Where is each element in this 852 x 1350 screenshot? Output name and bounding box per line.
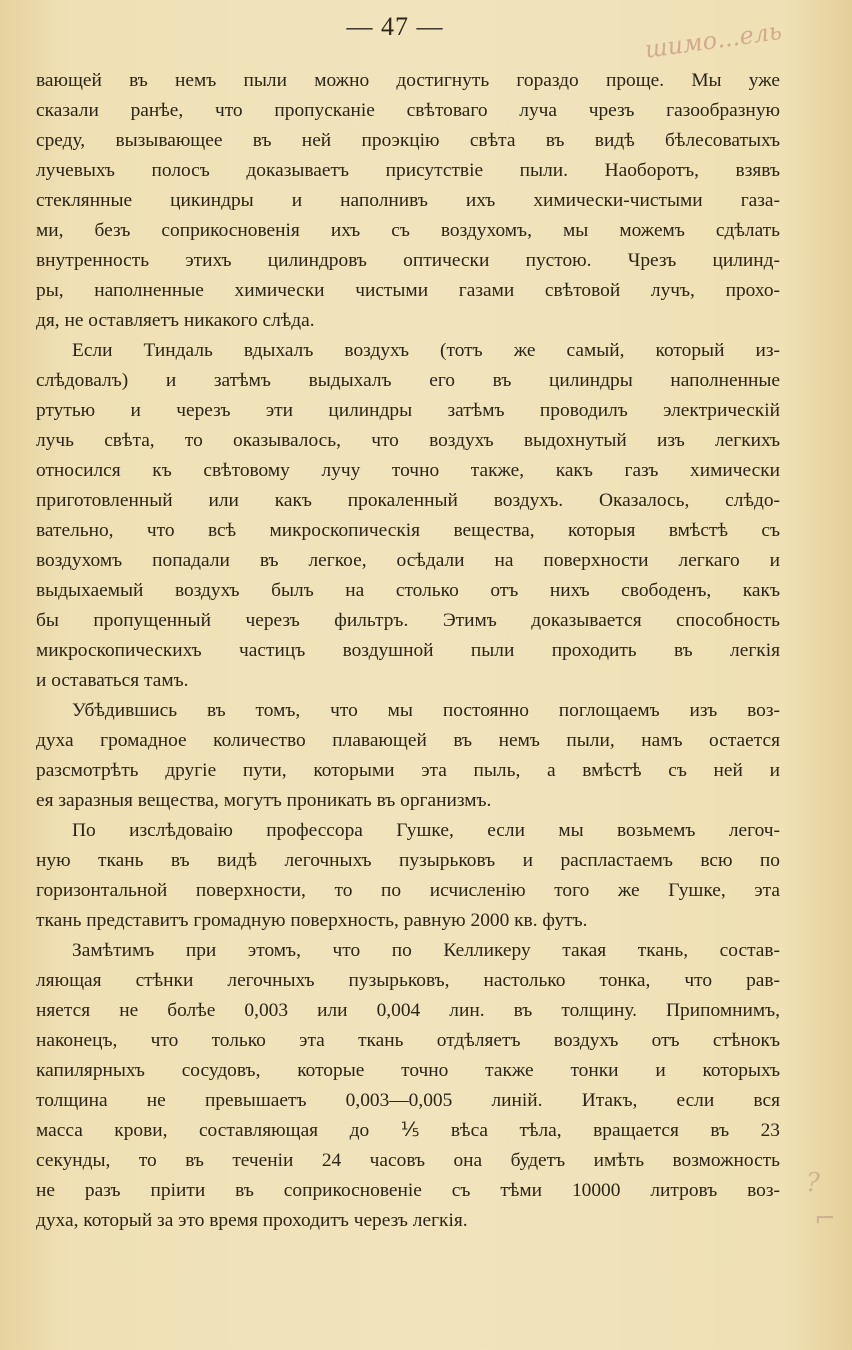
text-line: разсмотрѣть другіе пути, которыми эта пыль, а вмѣстѣ съ ней и xyxy=(36,760,780,781)
text-line: горизонтальной поверхности, то по исчисленію того же Гушке, эта xyxy=(36,880,780,901)
text-line: няется не болѣе 0,003 или 0,004 лин. въ толщину. Припомнимъ, xyxy=(36,1000,780,1021)
margin-bracket-mark: ⌐ xyxy=(814,1204,836,1234)
text-line: ми, безъ соприкосновенія ихъ съ воздухомъ, мы можемъ сдѣлать xyxy=(36,220,780,241)
text-line: микроскопическихъ частицъ воздушной пыли проходить въ легкія xyxy=(36,640,780,661)
text-line: Если Тиндаль вдыхалъ воздухъ (тотъ же самый, который из- xyxy=(72,340,780,361)
text-line: ея заразныя вещества, могутъ проникать въ организмъ. xyxy=(36,790,492,811)
text-line: толщина не превышаетъ 0,003—0,005 линій. Итакъ, если вся xyxy=(36,1090,780,1111)
text-line: лучь свѣта, то оказывалось, что воздухъ выдохнутый изъ легкихъ xyxy=(36,430,780,451)
text-line: ную ткань въ видѣ легочныхъ пузырьковъ и распластаемъ всю по xyxy=(36,850,780,871)
text-line: выдыхаемый воздухъ былъ на столько отъ нихъ свободенъ, какъ xyxy=(36,580,780,601)
text-line: сказали ранѣе, что пропусканіе свѣтоваго луча чрезъ газообразную xyxy=(36,100,780,121)
text-line: ртутью и черезъ эти цилиндры затѣмъ проводилъ электрическій xyxy=(36,400,780,421)
text-line: духа, который за это время проходитъ черезъ легкія. xyxy=(36,1210,468,1231)
text-line: капилярныхъ сосудовъ, которые точно также тонки и которыхъ xyxy=(36,1060,780,1081)
page-number: — 47 — xyxy=(346,12,444,41)
text-line: ры, наполненные химически чистыми газами свѣтовой лучъ, прохо- xyxy=(36,280,780,301)
text-line: масса крови, составляющая до ⅕ вѣса тѣла, вращается въ 23 xyxy=(36,1120,780,1141)
text-line: ляющая стѣнки легочныхъ пузырьковъ, настолько тонка, что рав- xyxy=(36,970,780,991)
text-line: ткань представитъ громадную поверхность, равную 2000 кв. футъ. xyxy=(36,910,588,931)
text-line: среду, вызывающее въ ней проэкцію свѣта въ видѣ бѣлесоватыхъ xyxy=(36,130,780,151)
text-line: приготовленный или какъ прокаленный воздухъ. Оказалось, слѣдо- xyxy=(36,490,780,511)
text-line: По изслѣдоваію профессора Гушке, если мы возьмемъ легоч- xyxy=(72,820,780,841)
text-line: лучевыхъ полосъ доказываетъ присутствіе пыли. Наоборотъ, взявъ xyxy=(36,160,780,181)
text-line: бы пропущенный черезъ фильтръ. Этимъ доказывается способность xyxy=(36,610,780,631)
text-line: не разъ пріити въ соприкосновеніе съ тѣми 10000 литровъ воз- xyxy=(36,1180,780,1201)
text-line: относился къ свѣтовому лучу точно также, какъ газъ химически xyxy=(36,460,780,481)
text-line: внутренность этихъ цилиндровъ оптически пустою. Чрезъ цилинд- xyxy=(36,250,780,271)
text-line: вающей въ немъ пыли можно достигнуть гораздо проще. Мы уже xyxy=(36,70,780,91)
text-line: стеклянные цикиндры и наполнивъ ихъ химически-чистыми газа- xyxy=(36,190,780,211)
text-line: дя, не оставляетъ никакого слѣда. xyxy=(36,310,315,331)
text-line: наконецъ, что только эта ткань отдѣляетъ воздухъ отъ стѣнокъ xyxy=(36,1030,780,1051)
text-line: духа громадное количество плавающей въ немъ пыли, намъ остается xyxy=(36,730,780,751)
margin-handwriting: шимо...ель xyxy=(643,16,784,64)
margin-question-mark: ? xyxy=(806,1168,820,1198)
text-line: вательно, что всѣ микроскопическія вещества, которыя вмѣстѣ съ xyxy=(36,520,780,541)
text-line: Замѣтимъ при этомъ, что по Келликеру такая ткань, состав- xyxy=(72,940,780,961)
text-line: Убѣдившись въ томъ, что мы постоянно поглощаемъ изъ воз- xyxy=(72,700,780,721)
body-text xyxy=(36,66,780,1236)
text-line: слѣдовалъ) и затѣмъ выдыхалъ его въ цилиндры наполненные xyxy=(36,370,780,391)
text-line: секунды, то въ теченіи 24 часовъ она будетъ имѣть возможность xyxy=(36,1150,780,1171)
text-line: и оставаться тамъ. xyxy=(36,670,189,691)
text-line: воздухомъ попадали въ легкое, осѣдали на поверхности легкаго и xyxy=(36,550,780,571)
